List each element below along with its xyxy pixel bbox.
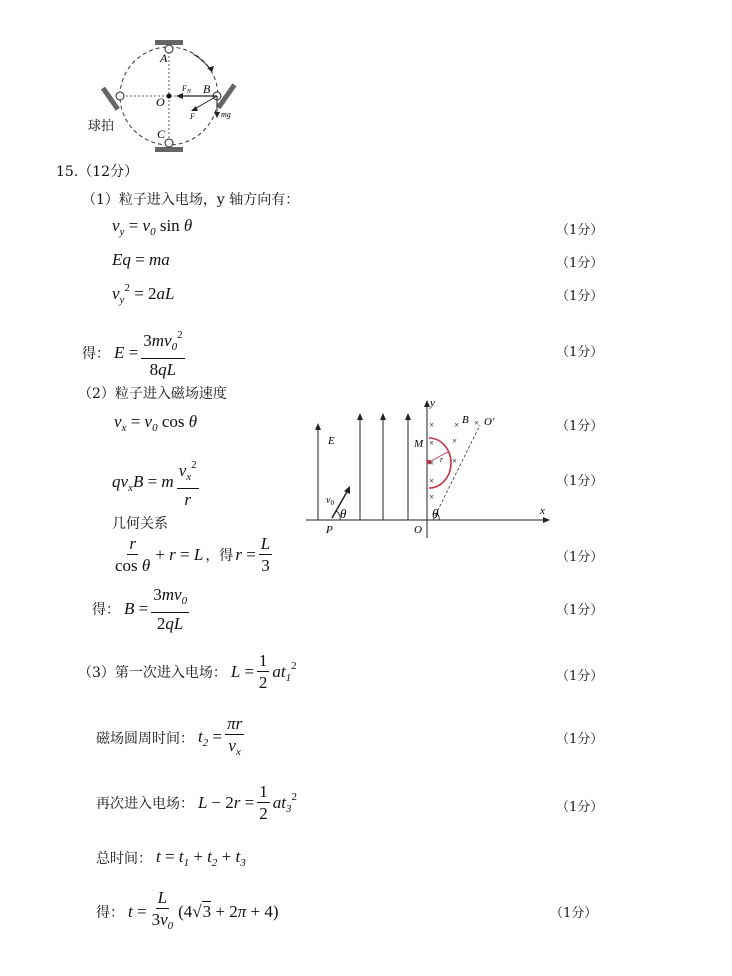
- label-y: y: [430, 397, 435, 409]
- label-r: r: [440, 455, 444, 464]
- label-B: B: [462, 414, 469, 426]
- field-line-1-arrowhead: [315, 423, 321, 430]
- racket-bottom: [155, 147, 183, 152]
- label-A: A: [160, 51, 168, 65]
- cross-5: ×: [452, 436, 458, 446]
- racket-top: [155, 40, 183, 45]
- field-figure: [300, 392, 560, 540]
- part3-result: 得： t = $\frac{L}{3v_0}$ (4√3 + 2π + 4): [96, 888, 279, 932]
- part3-line4: 总时间： $t = t_1 + t_2 + t_3$: [96, 847, 246, 869]
- cross-1: ×: [429, 420, 435, 430]
- eq-vy: $v_y = v_0$ sin θ: [112, 216, 193, 238]
- label-O: O: [156, 95, 165, 109]
- score-4: （1分）: [556, 345, 604, 360]
- label-x: x: [540, 505, 545, 517]
- label-mg: mg: [221, 110, 231, 119]
- score-5: （1分）: [556, 419, 604, 434]
- cross-6: ×: [429, 458, 435, 468]
- label-C: C: [157, 127, 166, 141]
- score-9: （1分）: [556, 669, 604, 684]
- part3-line2: 磁场圆周时间： $t_2$ = $\frac{\pi r}{v_x}$: [96, 714, 243, 758]
- score-7: （1分）: [556, 550, 604, 565]
- part3-line1: （3）第一次进入电场： L = $\frac{1}{2}$ $at_1^2$: [78, 651, 297, 692]
- label-theta-right: θ: [432, 506, 439, 521]
- label-B: B: [203, 82, 211, 96]
- normal-force-arrowhead: [176, 93, 183, 99]
- cross-7: ×: [452, 456, 458, 466]
- result-B-row: 得： B = $\frac{3mv_0}{2qL}$: [92, 585, 188, 633]
- x-axis-arrowhead: [543, 517, 550, 523]
- eq-geometry: $\frac{r}{\text{cos θ}}$ + r = L ，得 r = $\frac{L}{3}$: [115, 534, 271, 575]
- eq-lorentz: $qv_xB = m$ $\frac{v_x^2}{r}$: [112, 456, 202, 509]
- score-6: （1分）: [556, 474, 604, 489]
- label-Fn: $F_N$: [182, 84, 191, 95]
- cross-8: ×: [429, 476, 435, 486]
- ball-left: [116, 92, 124, 100]
- label-P: P: [326, 524, 333, 536]
- score-12: （1分）: [550, 906, 598, 921]
- part1-title: （1）粒子进入电场，y 轴方向有：: [82, 192, 300, 208]
- eq-vy-squared: $v_y^2 = 2aL$: [112, 282, 175, 306]
- label-M: M: [414, 438, 424, 450]
- cross-2: ×: [454, 420, 460, 430]
- force-arrowhead: [191, 106, 198, 111]
- geometry-label: 几何关系: [112, 516, 168, 532]
- result-E-row: 得： E = $\frac{3mv_0^2}{8qL}$: [82, 326, 188, 379]
- score-8: （1分）: [556, 603, 604, 618]
- cross-4: ×: [429, 438, 435, 448]
- cross-9: ×: [429, 492, 435, 502]
- score-11: （1分）: [556, 800, 604, 815]
- frac-E: $\frac{3mv_0^2}{8qL}$: [141, 326, 184, 379]
- field-line-3-arrowhead: [380, 413, 386, 420]
- eq-vx: $v_x = v_0$ cos θ: [114, 412, 198, 434]
- result-prefix-2: 得：: [92, 602, 120, 618]
- field-line-4-arrowhead: [405, 413, 411, 420]
- score-1: （1分）: [556, 223, 604, 238]
- center-dot: [167, 94, 172, 99]
- field-line-2-arrowhead: [357, 413, 363, 420]
- gravity-arrowhead: [214, 112, 220, 118]
- label-E: E: [328, 435, 335, 447]
- ball-bottom: [165, 139, 173, 147]
- racket-label: 球拍: [88, 119, 115, 134]
- part2-title: （2）粒子进入磁场速度: [78, 386, 227, 402]
- result-prefix-1: 得：: [82, 345, 110, 362]
- circular-motion-figure: [80, 30, 260, 160]
- label-O: O: [414, 524, 422, 536]
- score-10: （1分）: [556, 732, 604, 747]
- problem-header: 15.（12分）: [56, 164, 139, 180]
- label-F: F: [190, 112, 195, 121]
- score-3: （1分）: [556, 289, 604, 304]
- score-2: （1分）: [556, 256, 604, 271]
- label-theta-left: θ: [340, 506, 347, 521]
- part3-line3: 再次进入电场： L − 2r = $\frac{1}{2}$ $at_3^2$: [96, 782, 297, 823]
- label-v0: $v_0$: [326, 495, 334, 507]
- eq-Eq-ma: Eq = ma: [112, 250, 170, 269]
- label-O-prime: O′: [484, 416, 495, 428]
- cross-3: ×: [474, 418, 480, 428]
